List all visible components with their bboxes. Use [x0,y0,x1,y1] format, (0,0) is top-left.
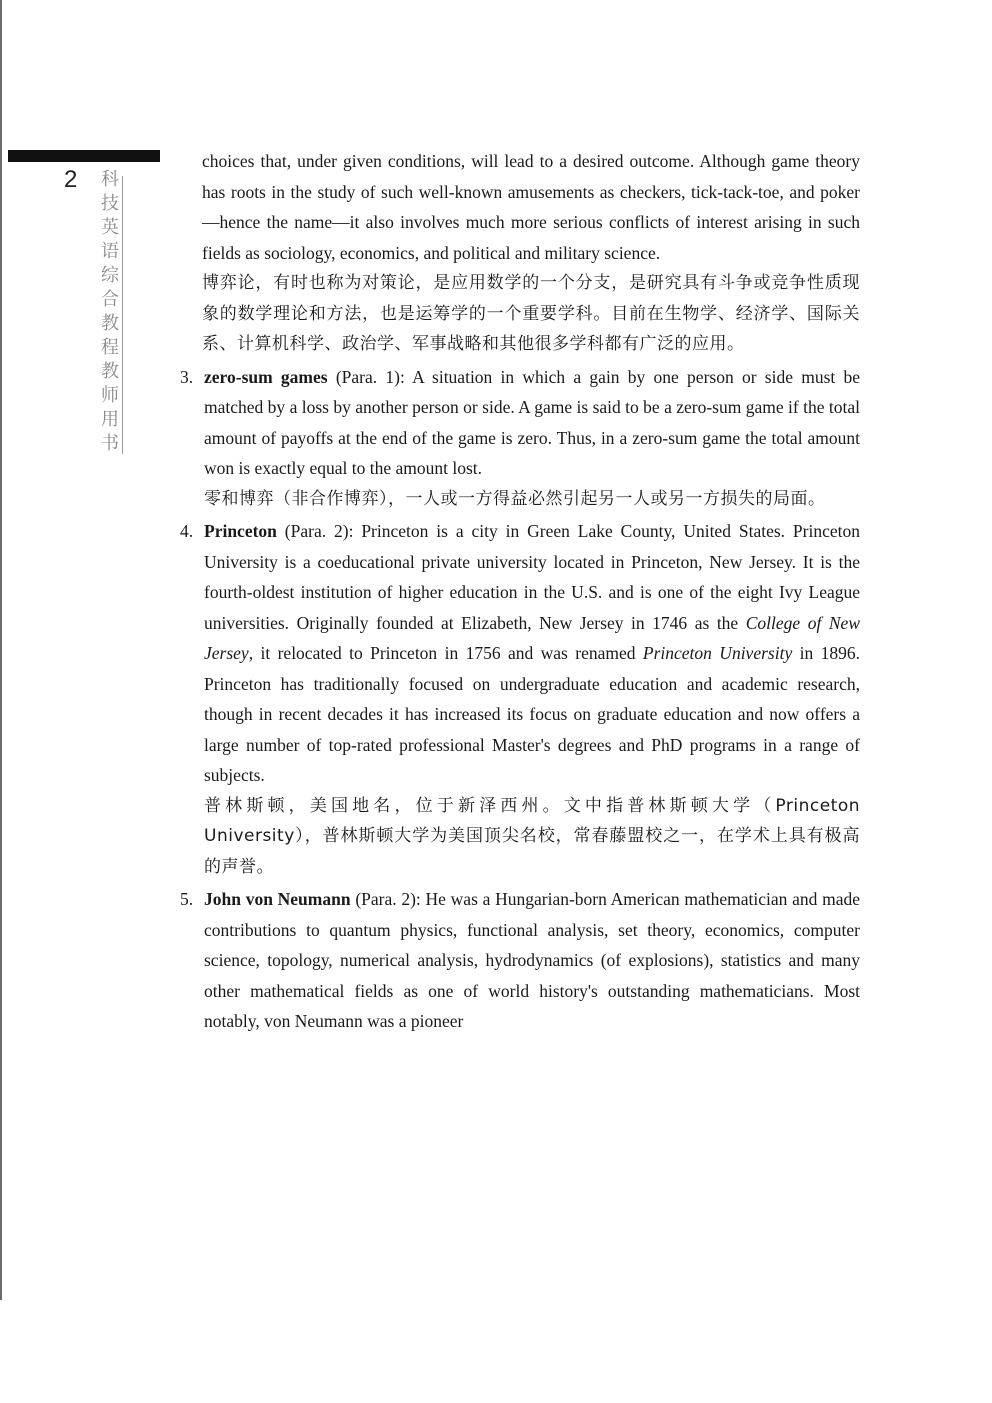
note-italic-name: Princeton University [642,643,793,663]
page-content [180,146,860,1037]
note-item-4 [180,516,860,882]
side-title-char: 用 [101,409,119,430]
note-item-5 [180,884,860,1037]
note-number: 4. [180,521,194,541]
side-title-char: 合 [101,289,119,310]
page-number: 2 [64,166,78,193]
side-rule [122,176,123,454]
page-edge-line [0,0,2,1300]
side-title-char: 师 [101,385,119,406]
note-number: 3. [180,366,194,387]
side-title [100,168,120,456]
note-definition-part: , it relocated to Princeton in 1756 and was renamed [248,643,643,663]
note-chinese: 普林斯顿，美国地名，位于新泽西州。文中指普林斯顿大学（Princeton University），普林斯顿大学为美国顶尖名校，常春藤盟校之一，在学术上具有极高的声誉。 [204,795,860,877]
note-term: zero-sum games [204,366,328,387]
note-term: Princeton [204,521,277,541]
intro-chinese: 博弈论，有时也称为对策论，是应用数学的一个分支，是研究具有斗争或竞争性质现象的数学理论和方法，也是运筹学的一个重要学科。目前在生物学、经济学、国际关系、计算机科学、政治学、军事战略和其他很多学科都有广泛的应用。 [202,273,860,354]
side-title-char: 英 [101,217,119,238]
header-bar [8,150,160,162]
side-title-char: 教 [101,361,119,382]
note-chinese: 零和博弈（非合作博弈），一人或一方得益必然引起另一人或另一方损失的局面。 [204,488,826,509]
side-title-char: 语 [101,241,119,262]
note-english [204,884,860,1037]
note-english [204,516,860,791]
note-definition-part: in 1896. Princeton has traditionally focused on undergraduate education and academic research, though in recent decades it has increased its focus on graduate education and now offers a large number of top-rated professional Master's degrees and PhD programs in a range of subjects. [204,643,860,785]
side-title-char: 技 [101,193,119,214]
side-title-char: 教 [101,313,119,334]
note-para-ref: (Para. 2): [276,521,362,541]
side-title-char: 科 [101,169,119,190]
note-definition-part: Princeton is a city in Green Lake County, United States. Princeton University is a coeducational private university located in Princeton, New Jersey. It is the fourth-oldest institution of higher education in the U.S. and is one of the eight Ivy League universities. Originally founded at Elizabeth, New Jersey in 1746 as the [204,521,860,633]
note-english [204,362,860,484]
note-term: John von Neumann [204,889,351,909]
side-title-char: 程 [101,337,119,358]
note-para-ref: (Para. 2): [350,889,426,909]
note-definition: He was a Hungarian-born American mathematician and made contributions to quantum physics, functional analysis, set theory, economics, computer science, topology, numerical analysis, hydrodynamics (of explosions), statistics and many other mathematical fields as one of world history's outstanding mathematicians. Most notably, von Neumann was a pioneer [204,889,860,1031]
note-para-ref: (Para. 1): [327,366,413,387]
side-title-char: 综 [101,265,119,286]
note-number: 5. [180,889,194,909]
note-item-3 [180,362,860,515]
note-italic-name: College of New Jersey [204,612,860,663]
intro-english: choices that, under given conditions, will lead to a desired outcome. Although game theory has roots in the study of such well-known amusements as checkers, tick-tack-toe, and poker—hence the name—it also involves much more serious conflicts of interest arising in such fields as sociology, economics, and political and military science. [202,151,860,263]
side-title-char: 书 [101,433,119,454]
note-definition: A situation in which a gain by one person or side must be matched by a loss by another person or side. A game is said to be a zero-sum game if the total amount of payoffs at the end of the game is zero. Thus, in a zero-sum game the total amount won is exactly equal to the amount lost. [204,366,861,478]
